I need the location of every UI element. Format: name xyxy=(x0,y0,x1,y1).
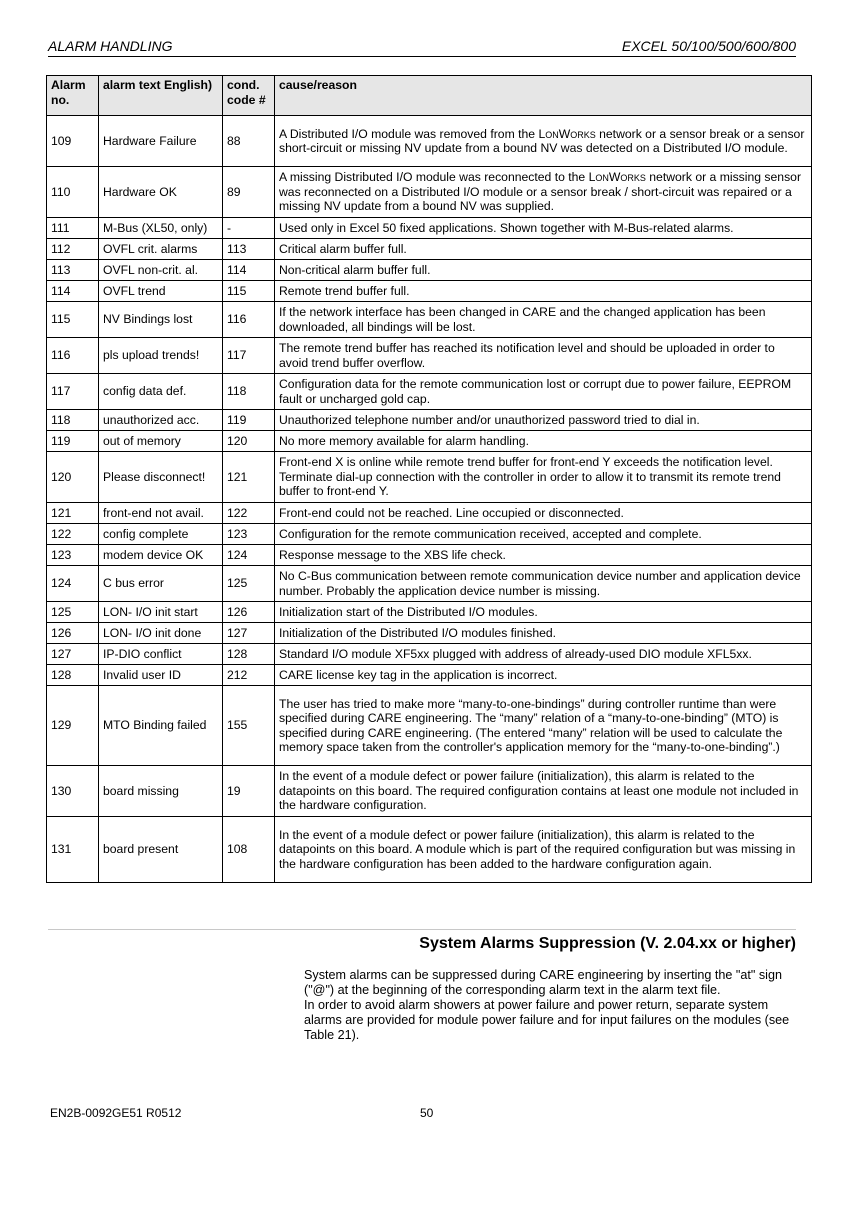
table-row xyxy=(47,410,812,431)
table-row xyxy=(47,602,812,623)
table-header-row xyxy=(47,76,812,116)
alarm-table xyxy=(46,75,812,883)
table-row xyxy=(47,566,812,602)
cond-code-cell: 118 xyxy=(223,374,275,410)
alarm-text-cell: Invalid user ID xyxy=(99,665,223,686)
alarm-number-cell: 131 xyxy=(47,817,99,883)
table-row xyxy=(47,167,812,218)
table-row xyxy=(47,665,812,686)
table-row xyxy=(47,338,812,374)
cond-code-cell: 122 xyxy=(223,503,275,524)
alarm-text-cell: config complete xyxy=(99,524,223,545)
alarm-text-cell: Hardware OK xyxy=(99,167,223,218)
alarm-number-cell: 114 xyxy=(47,281,99,302)
table-row xyxy=(47,503,812,524)
alarm-number-cell: 125 xyxy=(47,602,99,623)
cause-cell: Standard I/O module XF5xx plugged with address of already-used DIO module XFL5xx. xyxy=(275,644,812,665)
cause-cell: A Distributed I/O module was removed from the LonWorks network or a sensor break or a sensor short-circuit or missing NV update from a bound NV was detected on a Distributed I/O module. xyxy=(275,116,812,167)
section-paragraph: System alarms can be suppressed during CARE engineering by inserting the "at" sign ("@") at the beginning of the corresponding alarm text in the alarm text file. xyxy=(304,968,782,997)
cause-cell: If the network interface has been changed in CARE and the changed application has been downloaded, all bindings will be lost. xyxy=(275,302,812,338)
cond-code-cell: 117 xyxy=(223,338,275,374)
column-header-cond-code: cond. code # xyxy=(223,76,275,116)
table-row xyxy=(47,686,812,766)
cause-cell: The user has tried to make more “many-to-one-bindings” during controller runtime than were specified during CARE engineering. The “many” relation of a “many-to-one-binding” (MTO) is specified during CARE engineering. (The entered “many” relation will be used to calculate the memory space taken from the controller's application memory for the “many-to-one-binding”.) xyxy=(275,686,812,766)
header-divider xyxy=(48,56,796,57)
alarm-number-cell: 118 xyxy=(47,410,99,431)
alarm-text-cell: Please disconnect! xyxy=(99,452,223,503)
cond-code-cell: 124 xyxy=(223,545,275,566)
cause-cell: Critical alarm buffer full. xyxy=(275,239,812,260)
cause-cell: Response message to the XBS life check. xyxy=(275,545,812,566)
column-header-alarm-no: Alarm no. xyxy=(47,76,99,116)
cause-cell: The remote trend buffer has reached its notification level and should be uploaded in order to avoid trend buffer overflow. xyxy=(275,338,812,374)
running-header-left: ALARM HANDLING xyxy=(48,38,173,54)
table-row xyxy=(47,239,812,260)
cause-cell: Configuration for the remote communication received, accepted and complete. xyxy=(275,524,812,545)
column-header-cause: cause/reason xyxy=(275,76,812,116)
table-row xyxy=(47,374,812,410)
alarm-number-cell: 126 xyxy=(47,623,99,644)
alarm-number-cell: 127 xyxy=(47,644,99,665)
cond-code-cell: 108 xyxy=(223,817,275,883)
cond-code-cell: 116 xyxy=(223,302,275,338)
alarm-number-cell: 128 xyxy=(47,665,99,686)
alarm-number-cell: 116 xyxy=(47,338,99,374)
alarm-text-cell: OVFL trend xyxy=(99,281,223,302)
cond-code-cell: 155 xyxy=(223,686,275,766)
cond-code-cell: 212 xyxy=(223,665,275,686)
table-row xyxy=(47,623,812,644)
section-divider xyxy=(48,929,796,930)
table-row xyxy=(47,431,812,452)
cond-code-cell: 128 xyxy=(223,644,275,665)
table-row xyxy=(47,281,812,302)
alarm-text-cell: LON- I/O init done xyxy=(99,623,223,644)
cause-cell: Unauthorized telephone number and/or unauthorized password tried to dial in. xyxy=(275,410,812,431)
table-row xyxy=(47,218,812,239)
cond-code-cell: - xyxy=(223,218,275,239)
alarm-number-cell: 112 xyxy=(47,239,99,260)
cond-code-cell: 126 xyxy=(223,602,275,623)
cond-code-cell: 127 xyxy=(223,623,275,644)
cause-cell: Remote trend buffer full. xyxy=(275,281,812,302)
table-row xyxy=(47,452,812,503)
alarm-number-cell: 110 xyxy=(47,167,99,218)
alarm-number-cell: 115 xyxy=(47,302,99,338)
alarm-text-cell: front-end not avail. xyxy=(99,503,223,524)
alarm-text-cell: out of memory xyxy=(99,431,223,452)
table-row xyxy=(47,260,812,281)
cause-cell: Front-end could not be reached. Line occupied or disconnected. xyxy=(275,503,812,524)
alarm-text-cell: Hardware Failure xyxy=(99,116,223,167)
table-row xyxy=(47,302,812,338)
cause-cell: Non-critical alarm buffer full. xyxy=(275,260,812,281)
cond-code-cell: 113 xyxy=(223,239,275,260)
cause-cell: No C-Bus communication between remote communication device number and application device number. Probably the application device number is missing. xyxy=(275,566,812,602)
alarm-text-cell: MTO Binding failed xyxy=(99,686,223,766)
alarm-text-cell: config data def. xyxy=(99,374,223,410)
cond-code-cell: 19 xyxy=(223,766,275,817)
cause-cell: Used only in Excel 50 fixed applications. Shown together with M-Bus-related alarms. xyxy=(275,218,812,239)
table-row xyxy=(47,817,812,883)
table-row xyxy=(47,545,812,566)
table-row xyxy=(47,644,812,665)
alarm-text-cell: unauthorized acc. xyxy=(99,410,223,431)
cause-cell: In the event of a module defect or power failure (initialization), this alarm is related to the datapoints on this board. A module which is part of the required configuration but was missing in the hardware configuration has been added to the hardware configuration again. xyxy=(275,817,812,883)
alarm-number-cell: 123 xyxy=(47,545,99,566)
column-header-alarm-text: alarm text English) xyxy=(99,76,223,116)
alarm-text-cell: IP-DIO conflict xyxy=(99,644,223,665)
alarm-number-cell: 113 xyxy=(47,260,99,281)
running-header-right: EXCEL 50/100/500/600/800 xyxy=(621,38,796,54)
cause-cell: Front-end X is online while remote trend buffer for front-end Y exceeds the notification level. Terminate dial-up connection with the controller in order to allow it to transmit its remote trend buffer to front-end Y. xyxy=(275,452,812,503)
cond-code-cell: 89 xyxy=(223,167,275,218)
cond-code-cell: 119 xyxy=(223,410,275,431)
alarm-text-cell: OVFL crit. alarms xyxy=(99,239,223,260)
footer-doc-id: EN2B-0092GE51 R0512 xyxy=(50,1106,182,1120)
alarm-number-cell: 122 xyxy=(47,524,99,545)
alarm-text-cell: NV Bindings lost xyxy=(99,302,223,338)
table-row xyxy=(47,524,812,545)
alarm-text-cell: modem device OK xyxy=(99,545,223,566)
cond-code-cell: 121 xyxy=(223,452,275,503)
section-paragraph: In order to avoid alarm showers at power failure and power return, separate system alarms are provided for module power failure and for input failures on the modules (see Table 21). xyxy=(304,998,790,1042)
alarm-text-cell: LON- I/O init start xyxy=(99,602,223,623)
cond-code-cell: 120 xyxy=(223,431,275,452)
section-title: System Alarms Suppression (V. 2.04.xx or higher) xyxy=(419,935,796,952)
cond-code-cell: 114 xyxy=(223,260,275,281)
alarm-number-cell: 109 xyxy=(47,116,99,167)
cause-cell: No more memory available for alarm handling. xyxy=(275,431,812,452)
alarm-text-cell: pls upload trends! xyxy=(99,338,223,374)
alarm-text-cell: C bus error xyxy=(99,566,223,602)
alarm-number-cell: 129 xyxy=(47,686,99,766)
cause-cell: In the event of a module defect or power failure (initialization), this alarm is related to the datapoints on this board. The required configuration contains at least one module not included in the hardware configuration. xyxy=(275,766,812,817)
alarm-number-cell: 124 xyxy=(47,566,99,602)
table-row xyxy=(47,116,812,167)
alarm-number-cell: 119 xyxy=(47,431,99,452)
alarm-text-cell: board present xyxy=(99,817,223,883)
cause-cell: Configuration data for the remote communication lost or corrupt due to power failure, EEPROM fault or uncharged gold cap. xyxy=(275,374,812,410)
table-row xyxy=(47,766,812,817)
alarm-number-cell: 111 xyxy=(47,218,99,239)
cond-code-cell: 123 xyxy=(223,524,275,545)
alarm-text-cell: OVFL non-crit. al. xyxy=(99,260,223,281)
alarm-number-cell: 130 xyxy=(47,766,99,817)
cause-cell: A missing Distributed I/O module was reconnected to the LonWorks network or a missing sensor was reconnected on a Distributed I/O module or a sensor break / short-circuit was repaired or a missing NV update from a bound NV was supplied. xyxy=(275,167,812,218)
alarm-number-cell: 120 xyxy=(47,452,99,503)
cond-code-cell: 115 xyxy=(223,281,275,302)
cond-code-cell: 88 xyxy=(223,116,275,167)
alarm-table-body xyxy=(47,116,812,883)
cond-code-cell: 125 xyxy=(223,566,275,602)
alarm-number-cell: 121 xyxy=(47,503,99,524)
section-body xyxy=(304,968,794,1043)
alarm-number-cell: 117 xyxy=(47,374,99,410)
cause-cell: Initialization of the Distributed I/O modules finished. xyxy=(275,623,812,644)
cause-cell: CARE license key tag in the application is incorrect. xyxy=(275,665,812,686)
alarm-text-cell: M-Bus (XL50, only) xyxy=(99,218,223,239)
cause-cell: Initialization start of the Distributed I/O modules. xyxy=(275,602,812,623)
alarm-text-cell: board missing xyxy=(99,766,223,817)
footer-page-number: 50 xyxy=(420,1106,434,1120)
